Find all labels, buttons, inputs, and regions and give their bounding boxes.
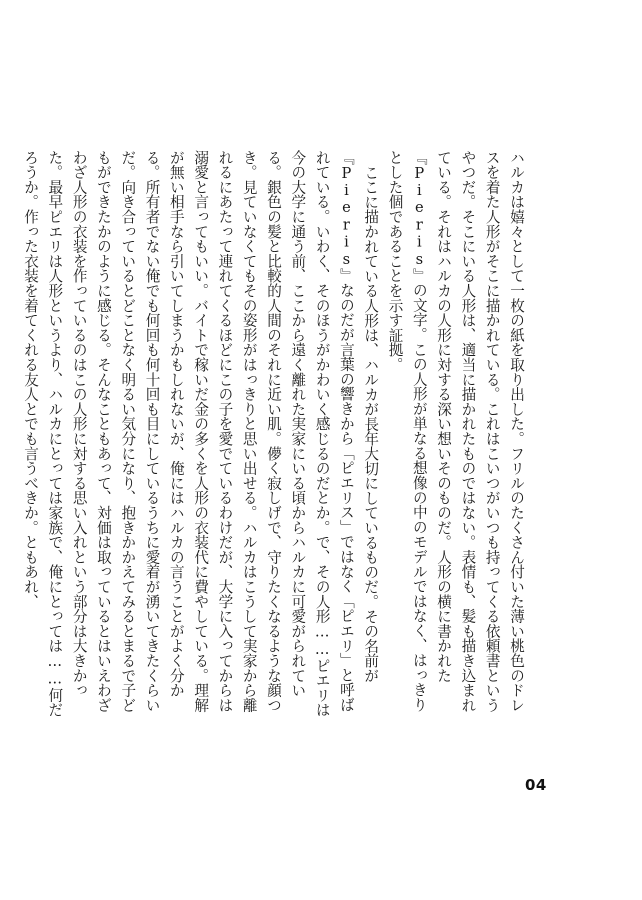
paragraph-1: ハルカは嬉々として一枚の紙を取り出した。フリルのたくさん付いた薄い桃色のドレスを着た人形がそこに描かれている。これはこいつがいつも持ってくる依頼書というやつだ。そこにいる人形は、適当に描かれたものではない。表情も、髪も描き込まれている。それはハルカの人形に対する深い想いそのものだ。人形の横に書かれた『Pieris』の文字。この人形が単なる想像の中のモデルではなく、はっきりとした個であることを示す証拠。 <box>386 150 525 713</box>
page-number: 04 <box>525 776 547 794</box>
paragraph-2: ここに描かれている人形は、ハルカが長年大切にしているものだ。その名前が『Pieris』なのだが言葉の響きから「ピエリス」ではなく「ピエリ」と呼ばれている。いわく、そのほうがかわいく感じるのだとか。で、その人形……ピエリは今の大学に通う前、ここから遠く離れた実家にいる頃からハルカに可愛がられている。銀色の髪と比較的人間のそれに近い肌。儚く寂しげで、守りたくなるような顔つき。見ていなくてもその姿形がはっきりと思い出せる。ハルカはこうして実家から離れるにあたって連れてくるほどにこの子を愛でているわけだが、大学に入ってからは溺愛と言ってもいい。バイトで稼いだ金の多くを人形の衣装代に費やしている。理解が無い相手なら引いてしまうかもしれないが、俺にはハルカの言うことがよく分かる。所有者でない俺でも何回も何十回も目にしているうちに愛着が湧いてきたくらいだ。向き合っているとどことなく明るい気分になり、抱きかかえてみるとまるで子どもができたかのように感じる。そんなこともあって、対価は取っているとはいえわざわざ人形の衣装を作っているのはこの人形に対する思い入れという部分は大きかった。最早ピエリは人形というより、ハルカにとっては家族で、俺にとっては……何だろうか。作った衣装を着てくれる友人とでも言うべきか。ともあれ、 <box>22 150 380 718</box>
body-text <box>22 150 528 720</box>
